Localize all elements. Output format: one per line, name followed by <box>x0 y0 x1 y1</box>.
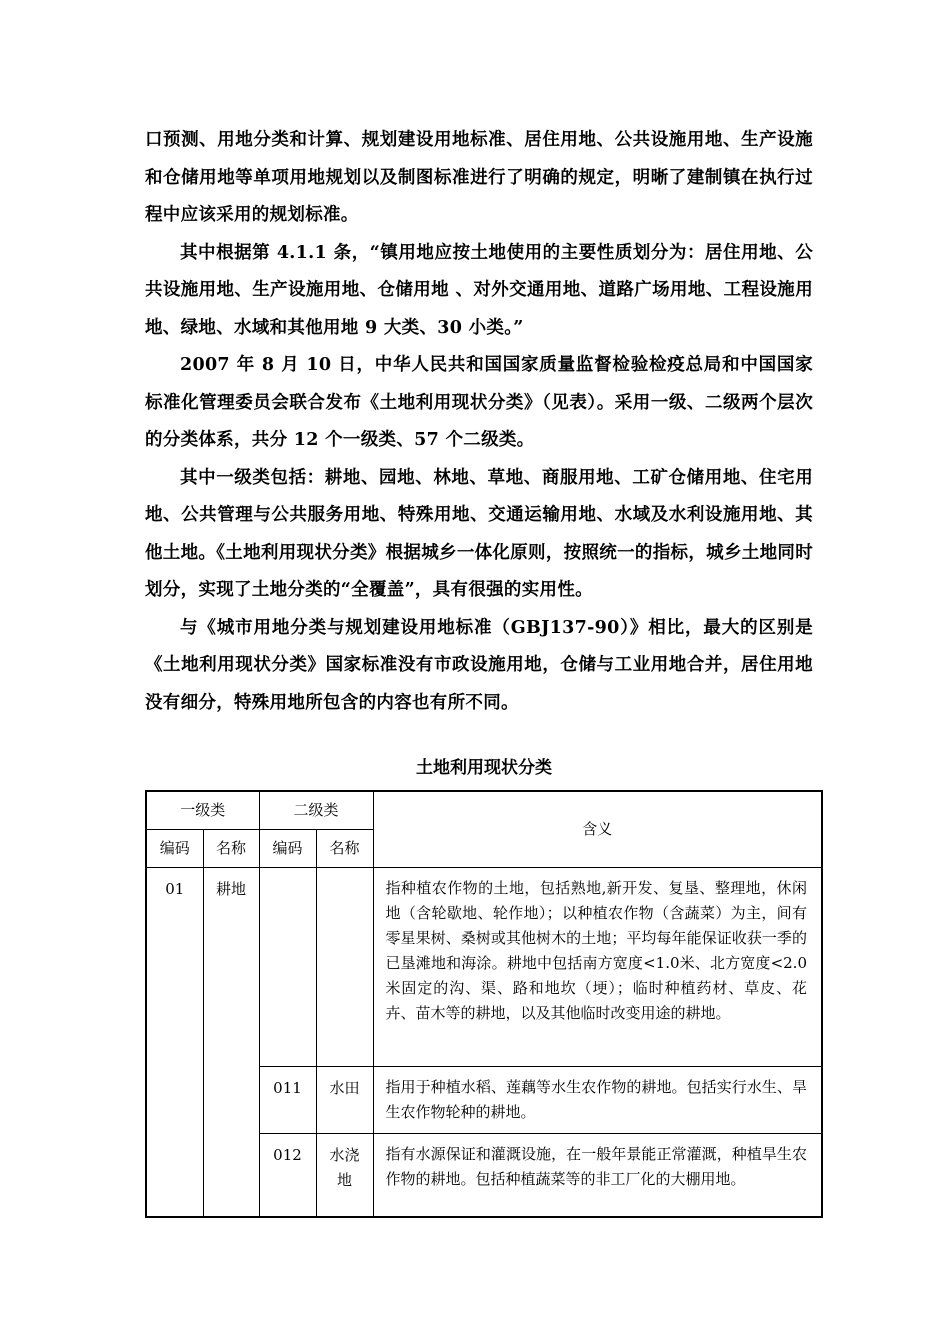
header-level2-name: 名称 <box>316 830 373 868</box>
header-level2-code: 编码 <box>259 830 316 868</box>
level2-name-cell <box>316 868 373 1067</box>
paragraph-1: 口预测、用地分类和计算、规划建设用地标准、居住用地、公共设施用地、生产设施和仓储用地等单项用地规划以及制图标准进行了明确的规定，明晰了建制镇在执行过程中应该采用的规划标准。 <box>145 130 813 225</box>
body-text <box>145 122 813 722</box>
level1-name-cell: 耕地 <box>203 868 259 1218</box>
level2-code-cell <box>259 868 316 1067</box>
level1-code-cell: 01 <box>146 868 203 1218</box>
table-row <box>146 868 822 1067</box>
level2-name-cell: 水田 <box>316 1067 373 1134</box>
meaning-cell: 指种植农作物的土地，包括熟地,新开发、复垦、整理地，休闲地（含轮歇地、轮作地）；以种植农作物（含蔬菜）为主，间有零星果树、桑树或其他树木的土地；平均每年能保证收获一季的已垦滩地和海涂。耕地中包括南方宽度<1.0米、北方宽度<2.0米固定的沟、渠、路和地坎（埂）；临时种植药材、草皮、花卉、苗木等的耕地，以及其他临时改变用途的耕地。 <box>373 868 822 1067</box>
level2-code-cell: 011 <box>259 1067 316 1134</box>
header-level2: 二级类 <box>259 791 373 830</box>
header-meaning: 含义 <box>373 791 822 868</box>
table-caption: 土地利用现状分类 <box>416 758 552 778</box>
meaning-cell: 指有水源保证和灌溉设施，在一般年景能正常灌溉，种植旱生农作物的耕地。包括种植蔬菜等的非工厂化的大棚用地。 <box>373 1134 822 1218</box>
paragraph-2: 其中根据第 4.1.1 条，“镇用地应按土地使用的主要性质划分为：居住用地、公共设施用地、生产设施用地、仓储用地 、对外交通用地、道路广场用地、工程设施用地、绿地、水域和其他用地 9 大类、30 小类。” <box>145 242 813 338</box>
land-use-table <box>145 790 823 1218</box>
header-level1: 一级类 <box>146 791 259 830</box>
meaning-cell: 指用于种植水稻、莲藕等水生农作物的耕地。包括实行水生、旱生农作物轮种的耕地。 <box>373 1067 822 1134</box>
paragraph-3: 2007 年 8 月 10 日，中华人民共和国国家质量监督检验检疫总局和中国国家标准化管理委员会联合发布《土地利用现状分类》（见表）。采用一级、二级两个层次的分类体系，共分 12 个一级类、57 个二级类。 <box>145 355 813 450</box>
level2-name-cell: 水浇地 <box>316 1134 373 1218</box>
header-row-1 <box>146 791 822 830</box>
paragraph-5: 与《城市用地分类与规划建设用地标准（GBJ137-90）》相比，最大的区别是《土地利用现状分类》国家标准没有市政设施用地，仓储与工业用地合并，居住用地没有细分，特殊用地所包含的内容也有所不同。 <box>145 617 813 713</box>
header-level1-code: 编码 <box>146 830 203 868</box>
level2-code-cell: 012 <box>259 1134 316 1218</box>
paragraph-4: 其中一级类包括：耕地、园地、林地、草地、商服用地、工矿仓储用地、住宅用地、公共管理与公共服务用地、特殊用地、交通运输用地、水域及水利设施用地、其他土地。《土地利用现状分类》根据城乡一体化原则，按照统一的指标，城乡土地同时划分，实现了土地分类的“全覆盖”，具有很强的实用性。 <box>145 467 813 600</box>
header-level1-name: 名称 <box>203 830 259 868</box>
